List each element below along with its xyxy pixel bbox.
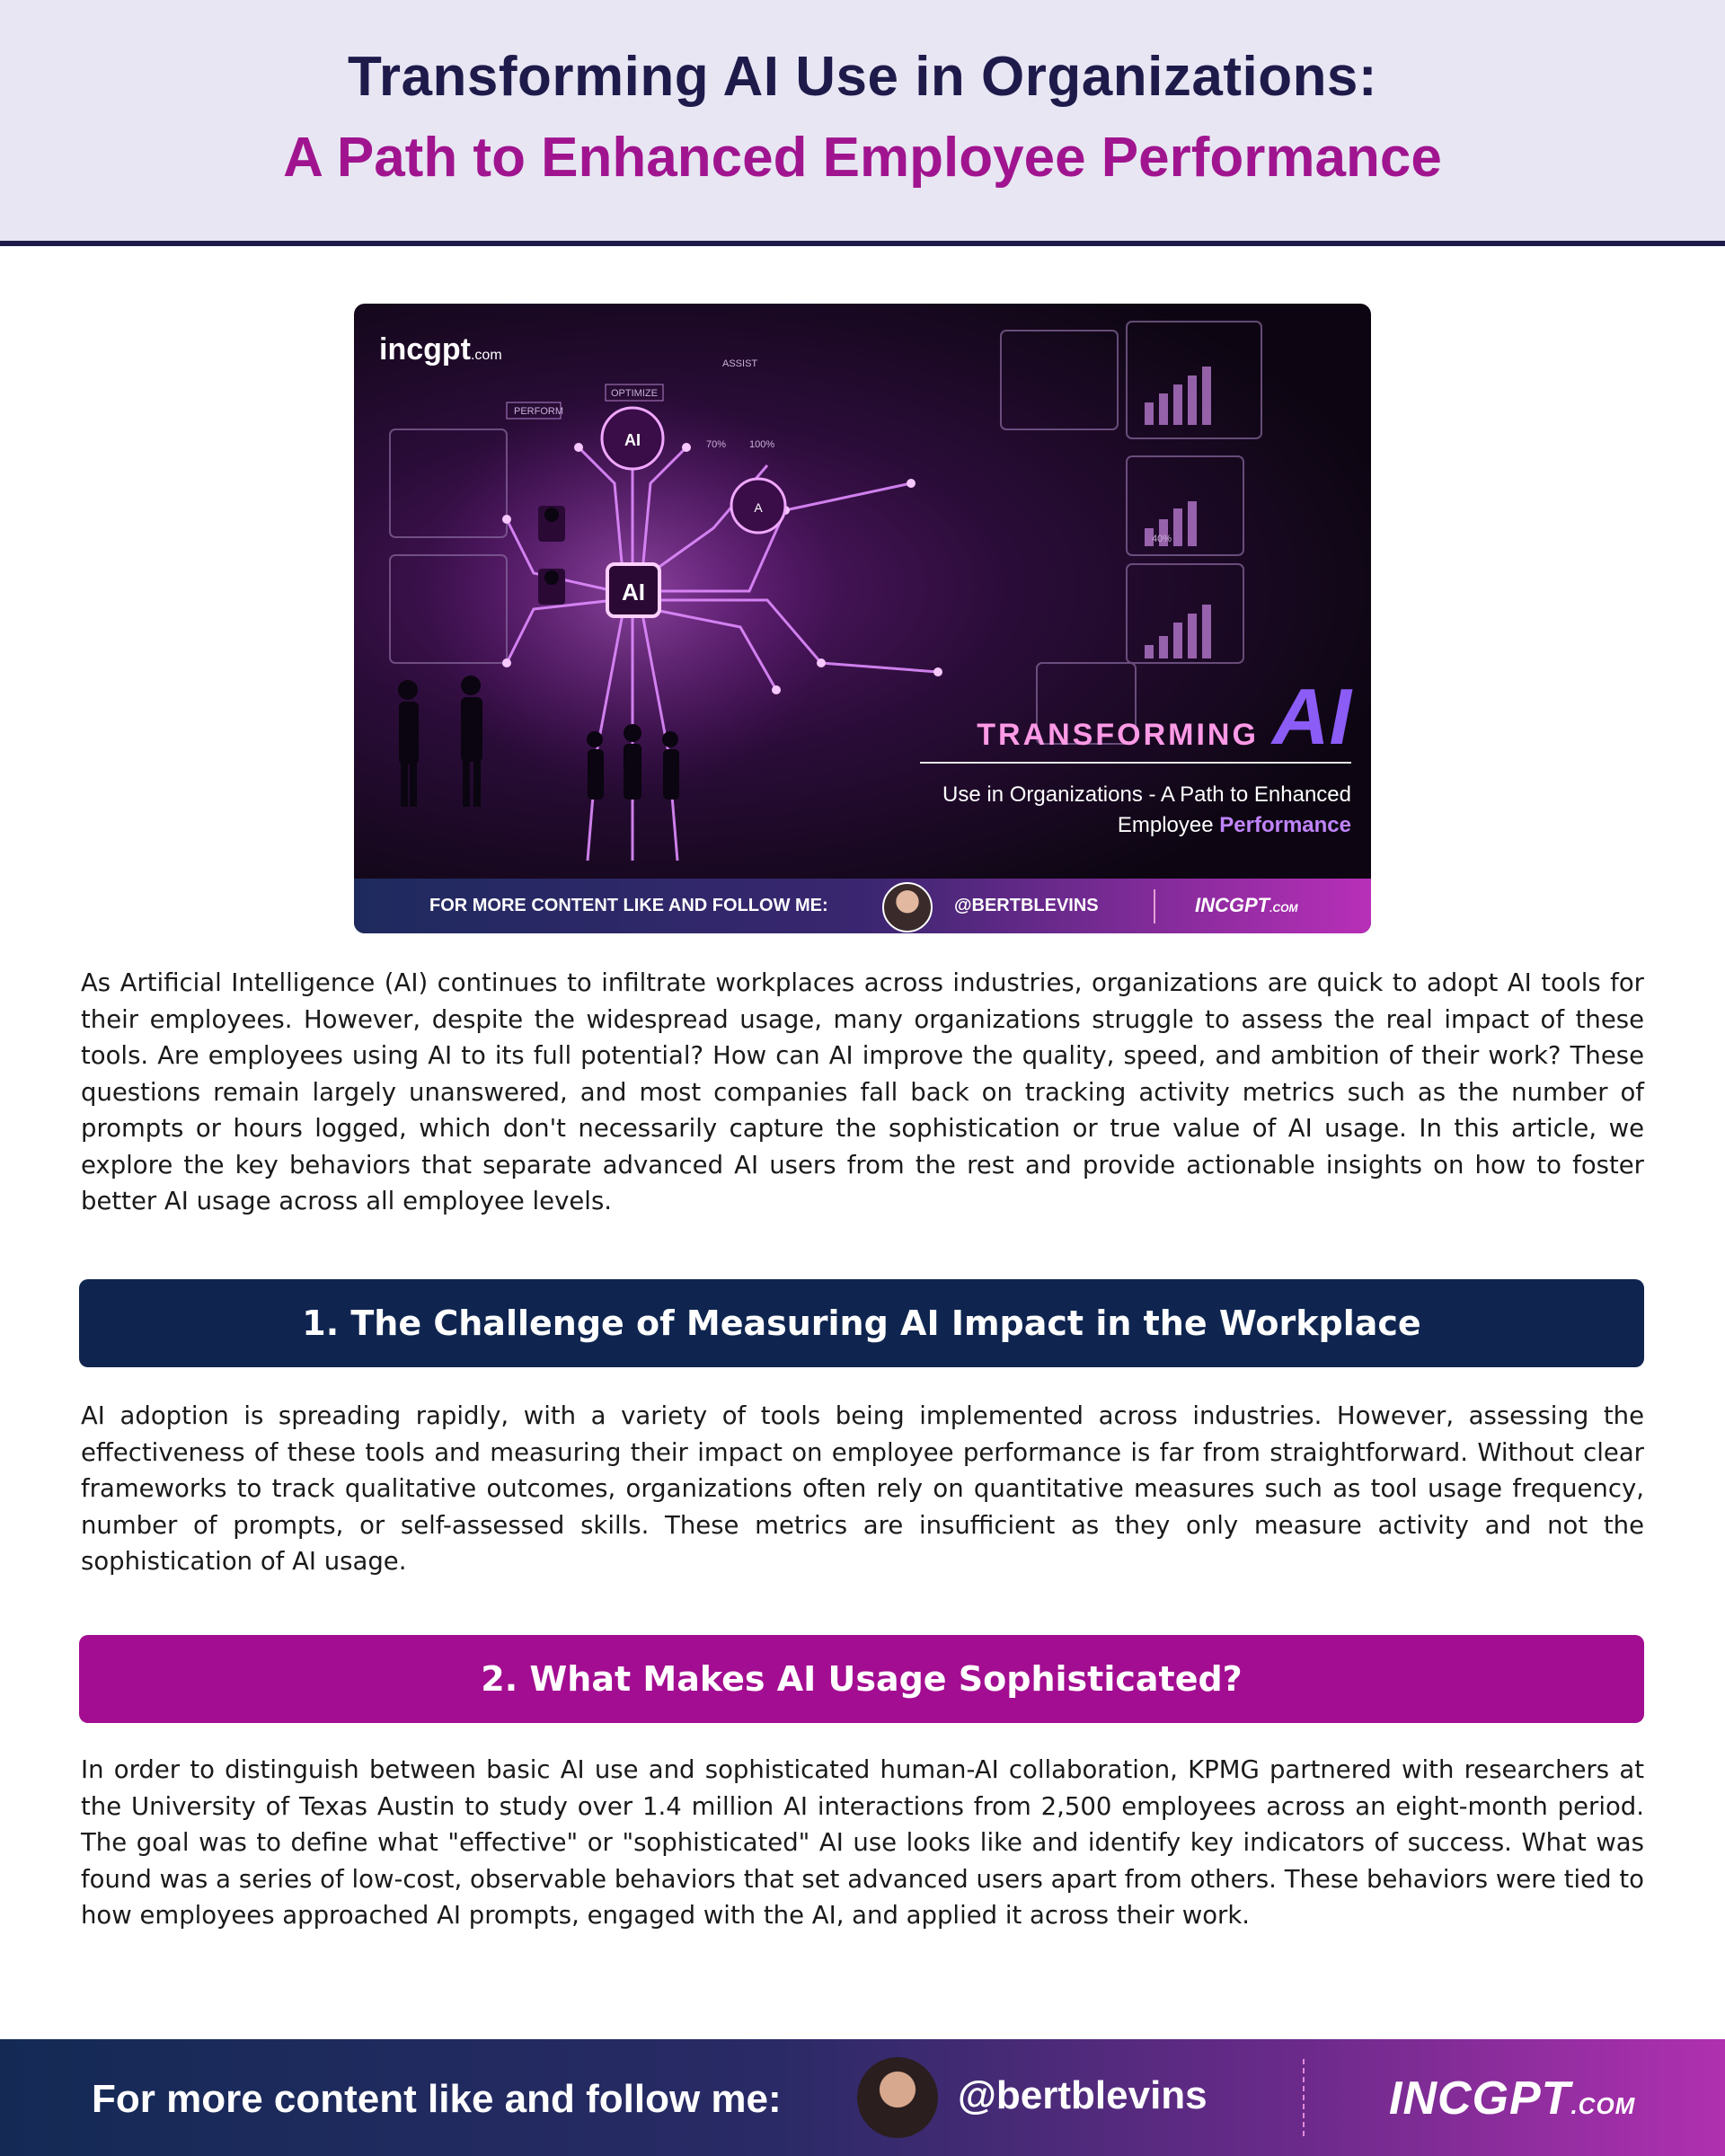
- hero-subtitle-line2: Employee Performance: [1117, 813, 1351, 837]
- footer-avatar: [857, 2057, 938, 2138]
- svg-text:A: A: [754, 500, 763, 515]
- hero-follow-text: FOR MORE CONTENT LIKE AND FOLLOW ME:: [429, 896, 828, 915]
- footer-follow-text: For more content like and follow me:: [92, 2077, 782, 2121]
- page-title-line2: A Path to Enhanced Employee Performance: [283, 127, 1442, 189]
- svg-text:AI: AI: [624, 431, 641, 449]
- section1-heading: 1. The Challenge of Measuring AI Impact in the Workplace: [79, 1279, 1644, 1367]
- hero-banner-image: [354, 304, 1371, 933]
- svg-text:PERFORM: PERFORM: [514, 406, 563, 417]
- intro-paragraph: As Artificial Intelligence (AI) continues to infiltrate workplaces across industries, organizations are quick to adopt AI tools for their employees. However, despite the widespread usage, many organizations struggle to assess the real impact of these tools. Are employees using AI to its full potential? How can AI improve the quality, speed, and ambition of their work? These questions remain largely unanswered, and most companies fall back on tracking activity metrics such as the number of prompts or hours logged, which don't necessarily capture the sophistication or true value of AI usage. In this article, we explore the key behaviors that separate advanced AI users from the rest and provide actionable insights on how to foster better AI usage across all employee levels.: [81, 968, 1644, 1215]
- hero-headline-ai: AI: [1272, 672, 1351, 761]
- svg-text:ASSIST: ASSIST: [722, 358, 758, 369]
- footer-divider: [1303, 2059, 1306, 2136]
- hero-avatar: [882, 882, 933, 932]
- section2-body: In order to distinguish between basic AI use and sophisticated human-AI collaboration, KPMG partnered with researchers at the University of Texas Austin to study over 1.4 million AI interactions from 2,500 employees across an eight-month period. The goal was to define what "effective" or "sophisticated" AI use looks like and identify key indicators of success. What was found was a series of low-cost, observable behaviors that set advanced users apart from others. These behaviors were tied to how employees approached AI prompts, engaged with the AI, and applied it across their work.: [81, 1755, 1644, 1930]
- hero-divider: [920, 762, 1351, 764]
- footer-site-logo[interactable]: INCGPT.COM: [1389, 2072, 1636, 2125]
- svg-text:100%: 100%: [749, 439, 775, 450]
- hero-site-logo: INCGPT.COM: [1195, 894, 1298, 916]
- hero-follow-strip: [354, 879, 1371, 933]
- hero-brand-logo: incgpt.com: [379, 332, 502, 367]
- svg-text:OPTIMIZE: OPTIMIZE: [611, 388, 658, 399]
- hero-handle: @BERTBLEVINS: [954, 896, 1099, 915]
- hero-strip-divider: [1154, 889, 1155, 923]
- hero-subtitle-line1: Use in Organizations - A Path to Enhanced: [942, 782, 1351, 807]
- svg-text:70%: 70%: [706, 439, 727, 450]
- page-footer: [0, 2039, 1725, 2156]
- page-header: [0, 0, 1725, 246]
- section1-body: AI adoption is spreading rapidly, with a variety of tools being implemented across industries. However, assessing the effectiveness of these tools and measuring their impact on employee performance is far from straightforward. Without clear frameworks to track qualitative outcomes, organizations often rely on quantitative measures such as tool usage frequency, number of prompts, or self-assessed skills. These metrics are insufficient as they only measure activity and not the sophistication of AI usage.: [81, 1401, 1644, 1576]
- hero-headline: [920, 672, 1351, 841]
- section2-heading: 2. What Makes AI Usage Sophisticated?: [79, 1635, 1644, 1723]
- footer-handle-link[interactable]: @bertblevins: [958, 2073, 1208, 2117]
- svg-text:40%: 40%: [1152, 534, 1172, 544]
- hero-headline-word: TRANSFORMING: [977, 718, 1259, 752]
- svg-text:AI: AI: [622, 579, 645, 605]
- page-title-line1: Transforming AI Use in Organizations:: [347, 46, 1378, 108]
